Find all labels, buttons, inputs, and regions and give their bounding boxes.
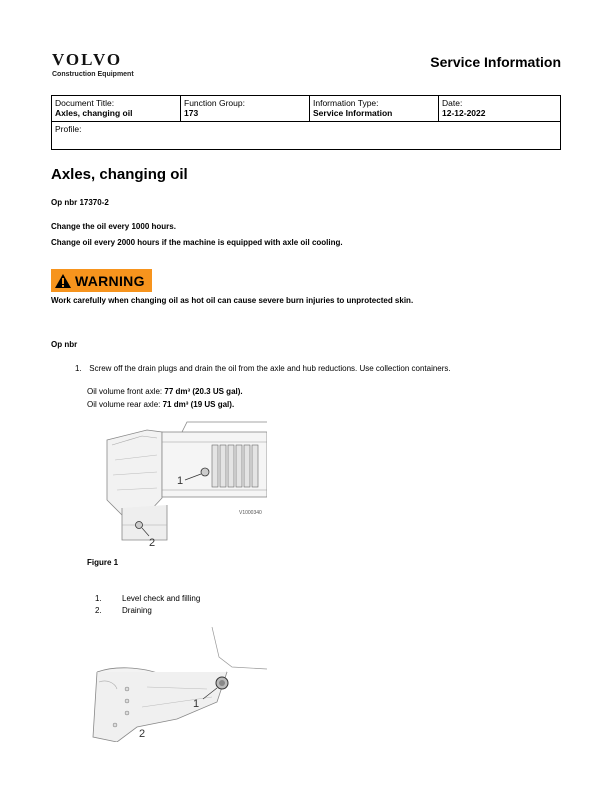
legend-item-2 [95,606,152,615]
figure-1-callout-1: 1 [177,475,184,487]
legend-item-1-number: 1. [95,594,102,603]
step-1-number: 1. [75,364,82,373]
document-title-label: Document Title: [55,98,115,108]
step-1-text: Screw off the drain plugs and drain the oil from the axle and hub reductions. Use collection containers. [89,364,451,373]
date-label: Date: [442,98,463,108]
document-title-value: Axles, changing oil [55,108,133,118]
volvo-logo: VOLVO [52,50,123,69]
legend-item-1-text: Level check and filling [122,594,201,603]
document-type-heading: Service Information [430,54,561,70]
rear-axle-volume [87,400,234,409]
operation-number: Op nbr 17370-2 [51,198,109,207]
figure-1-code: V1000340 [239,510,262,516]
rear-axle-volume-value: 71 dm³ (19 US gal). [162,400,235,409]
interval-text-1: Change the oil every 1000 hours. [51,222,176,231]
information-type-label: Information Type: [313,98,379,108]
rear-axle-volume-label: Oil volume rear axle: [87,400,163,409]
document-info-table [51,95,561,150]
figure-1-caption: Figure 1 [87,558,119,567]
legend-item-2-text: Draining [122,606,152,615]
warning-triangle-icon [54,273,72,289]
page-title: Axles, changing oil [51,166,188,183]
date-value: 12-12-2022 [442,108,486,118]
date-cell [439,96,561,122]
function-group-cell [181,96,310,122]
legend-item-1 [95,594,200,603]
front-axle-volume [87,387,243,396]
front-axle-volume-label: Oil volume front axle: [87,387,165,396]
figure-1-axle-illustration [87,420,267,548]
legend-item-2-number: 2. [95,606,102,615]
front-axle-volume-value: 77 dm³ (20.3 US gal). [164,387,243,396]
document-title-cell [52,96,181,122]
function-group-value: 173 [184,108,199,118]
profile-label: Profile: [55,124,82,134]
op-nbr-heading: Op nbr [51,340,78,349]
figure-1-callout-2: 2 [149,537,156,548]
interval-text-2: Change oil every 2000 hours if the machine is equipped with axle oil cooling. [51,238,343,247]
warning-message: Work carefully when changing oil as hot oil can cause severe burn injuries to unprotected skin. [51,296,414,305]
figure-2-callout-2: 2 [139,728,146,740]
warning-label: WARNING [75,272,145,289]
function-group-label: Function Group: [184,98,245,108]
step-1 [75,364,451,373]
information-type-cell [310,96,439,122]
brand-subtitle: Construction Equipment [52,71,134,78]
warning-banner [51,269,152,292]
figure-2-callout-1: 1 [193,698,200,710]
profile-cell [52,122,561,150]
information-type-value: Service Information [313,108,393,118]
figure-2-axle-illustration [87,627,267,742]
